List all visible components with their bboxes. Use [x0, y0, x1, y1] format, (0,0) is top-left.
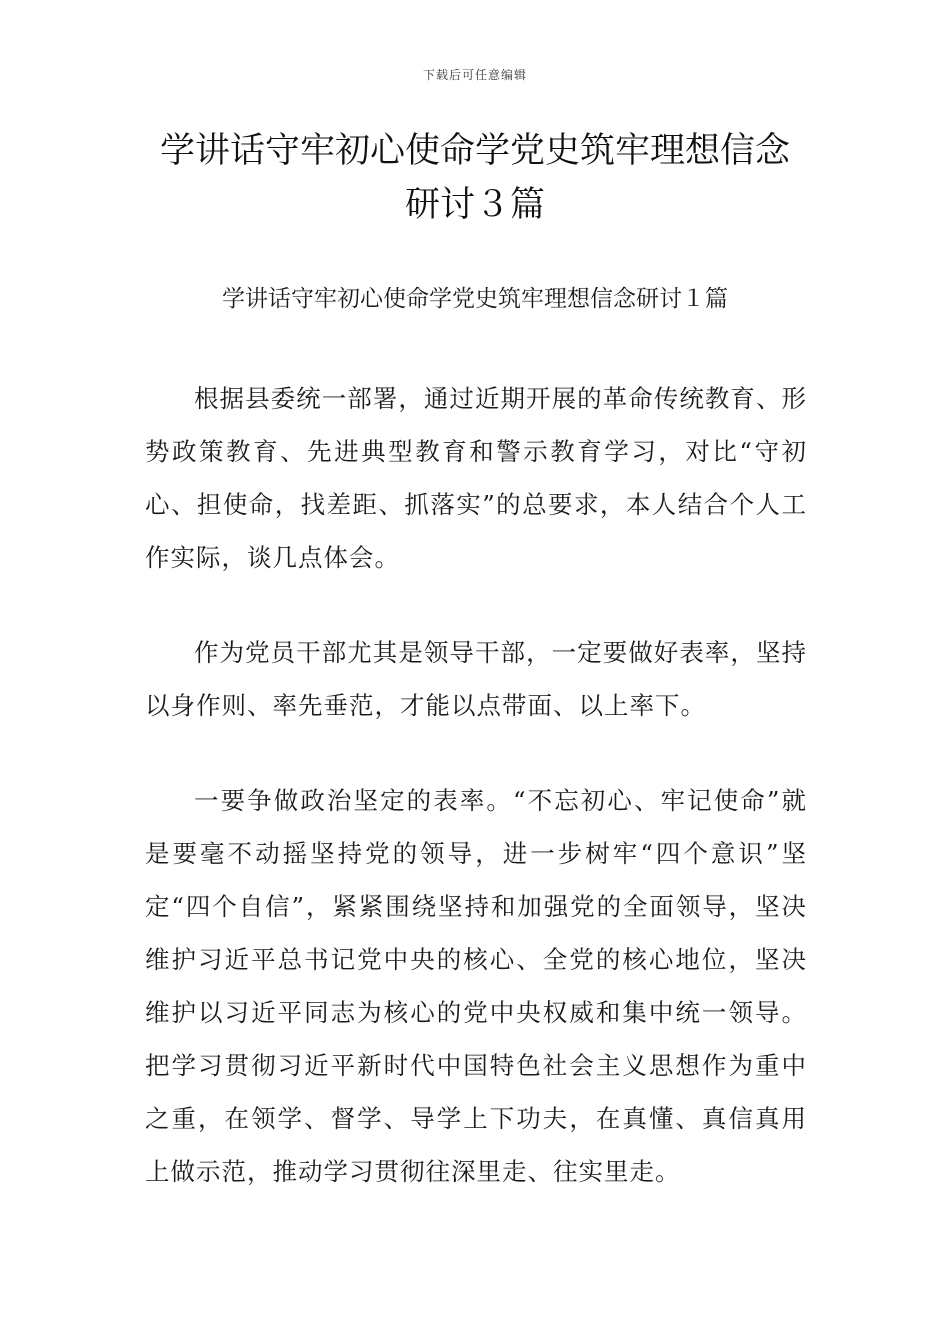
title-line-2: 研讨３篇: [404, 185, 545, 225]
paragraph-1: 根据县委统一部署，通过近期开展的革命传统教育、形势政策教育、先进典型教育和警示教育学习，对比“守初心、担使命，找差距、抓落实”的总要求，本人结合个人工作实际，谈几点体会。: [145, 384, 807, 572]
document-title: [120, 124, 830, 232]
header-note: 下载后可任意编辑: [422, 68, 527, 82]
paragraph-3: 一要争做政治坚定的表率。“不忘初心、牢记使命”就是要毫不动摇坚持党的领导，进一步树牢“四个意识”坚定“四个自信”，紧紧围绕坚持和加强党的全面领导，坚决维护习近平总书记党中央的核心、全党的核心地位，坚决维护以习近平同志为核心的党中央权威和集中统一领导。把学习贯彻习近平新时代中国特色社会主义思想作为重中之重，在领学、督学、导学上下功夫，在真懂、真信真用上做示范，推动学习贯彻往深里走、往实里走。: [145, 786, 807, 1186]
paragraph-2: 作为党员干部尤其是领导干部，一定要做好表率，坚持以身作则、率先垂范，才能以点带面、以上率下。: [145, 638, 807, 720]
title-line-1: 学讲话守牢初心使命学党史筑牢理想信念: [159, 131, 790, 171]
section-subtitle: 学讲话守牢初心使命学党史筑牢理想信念研讨１篇: [222, 286, 728, 312]
document-body: [145, 372, 807, 1240]
